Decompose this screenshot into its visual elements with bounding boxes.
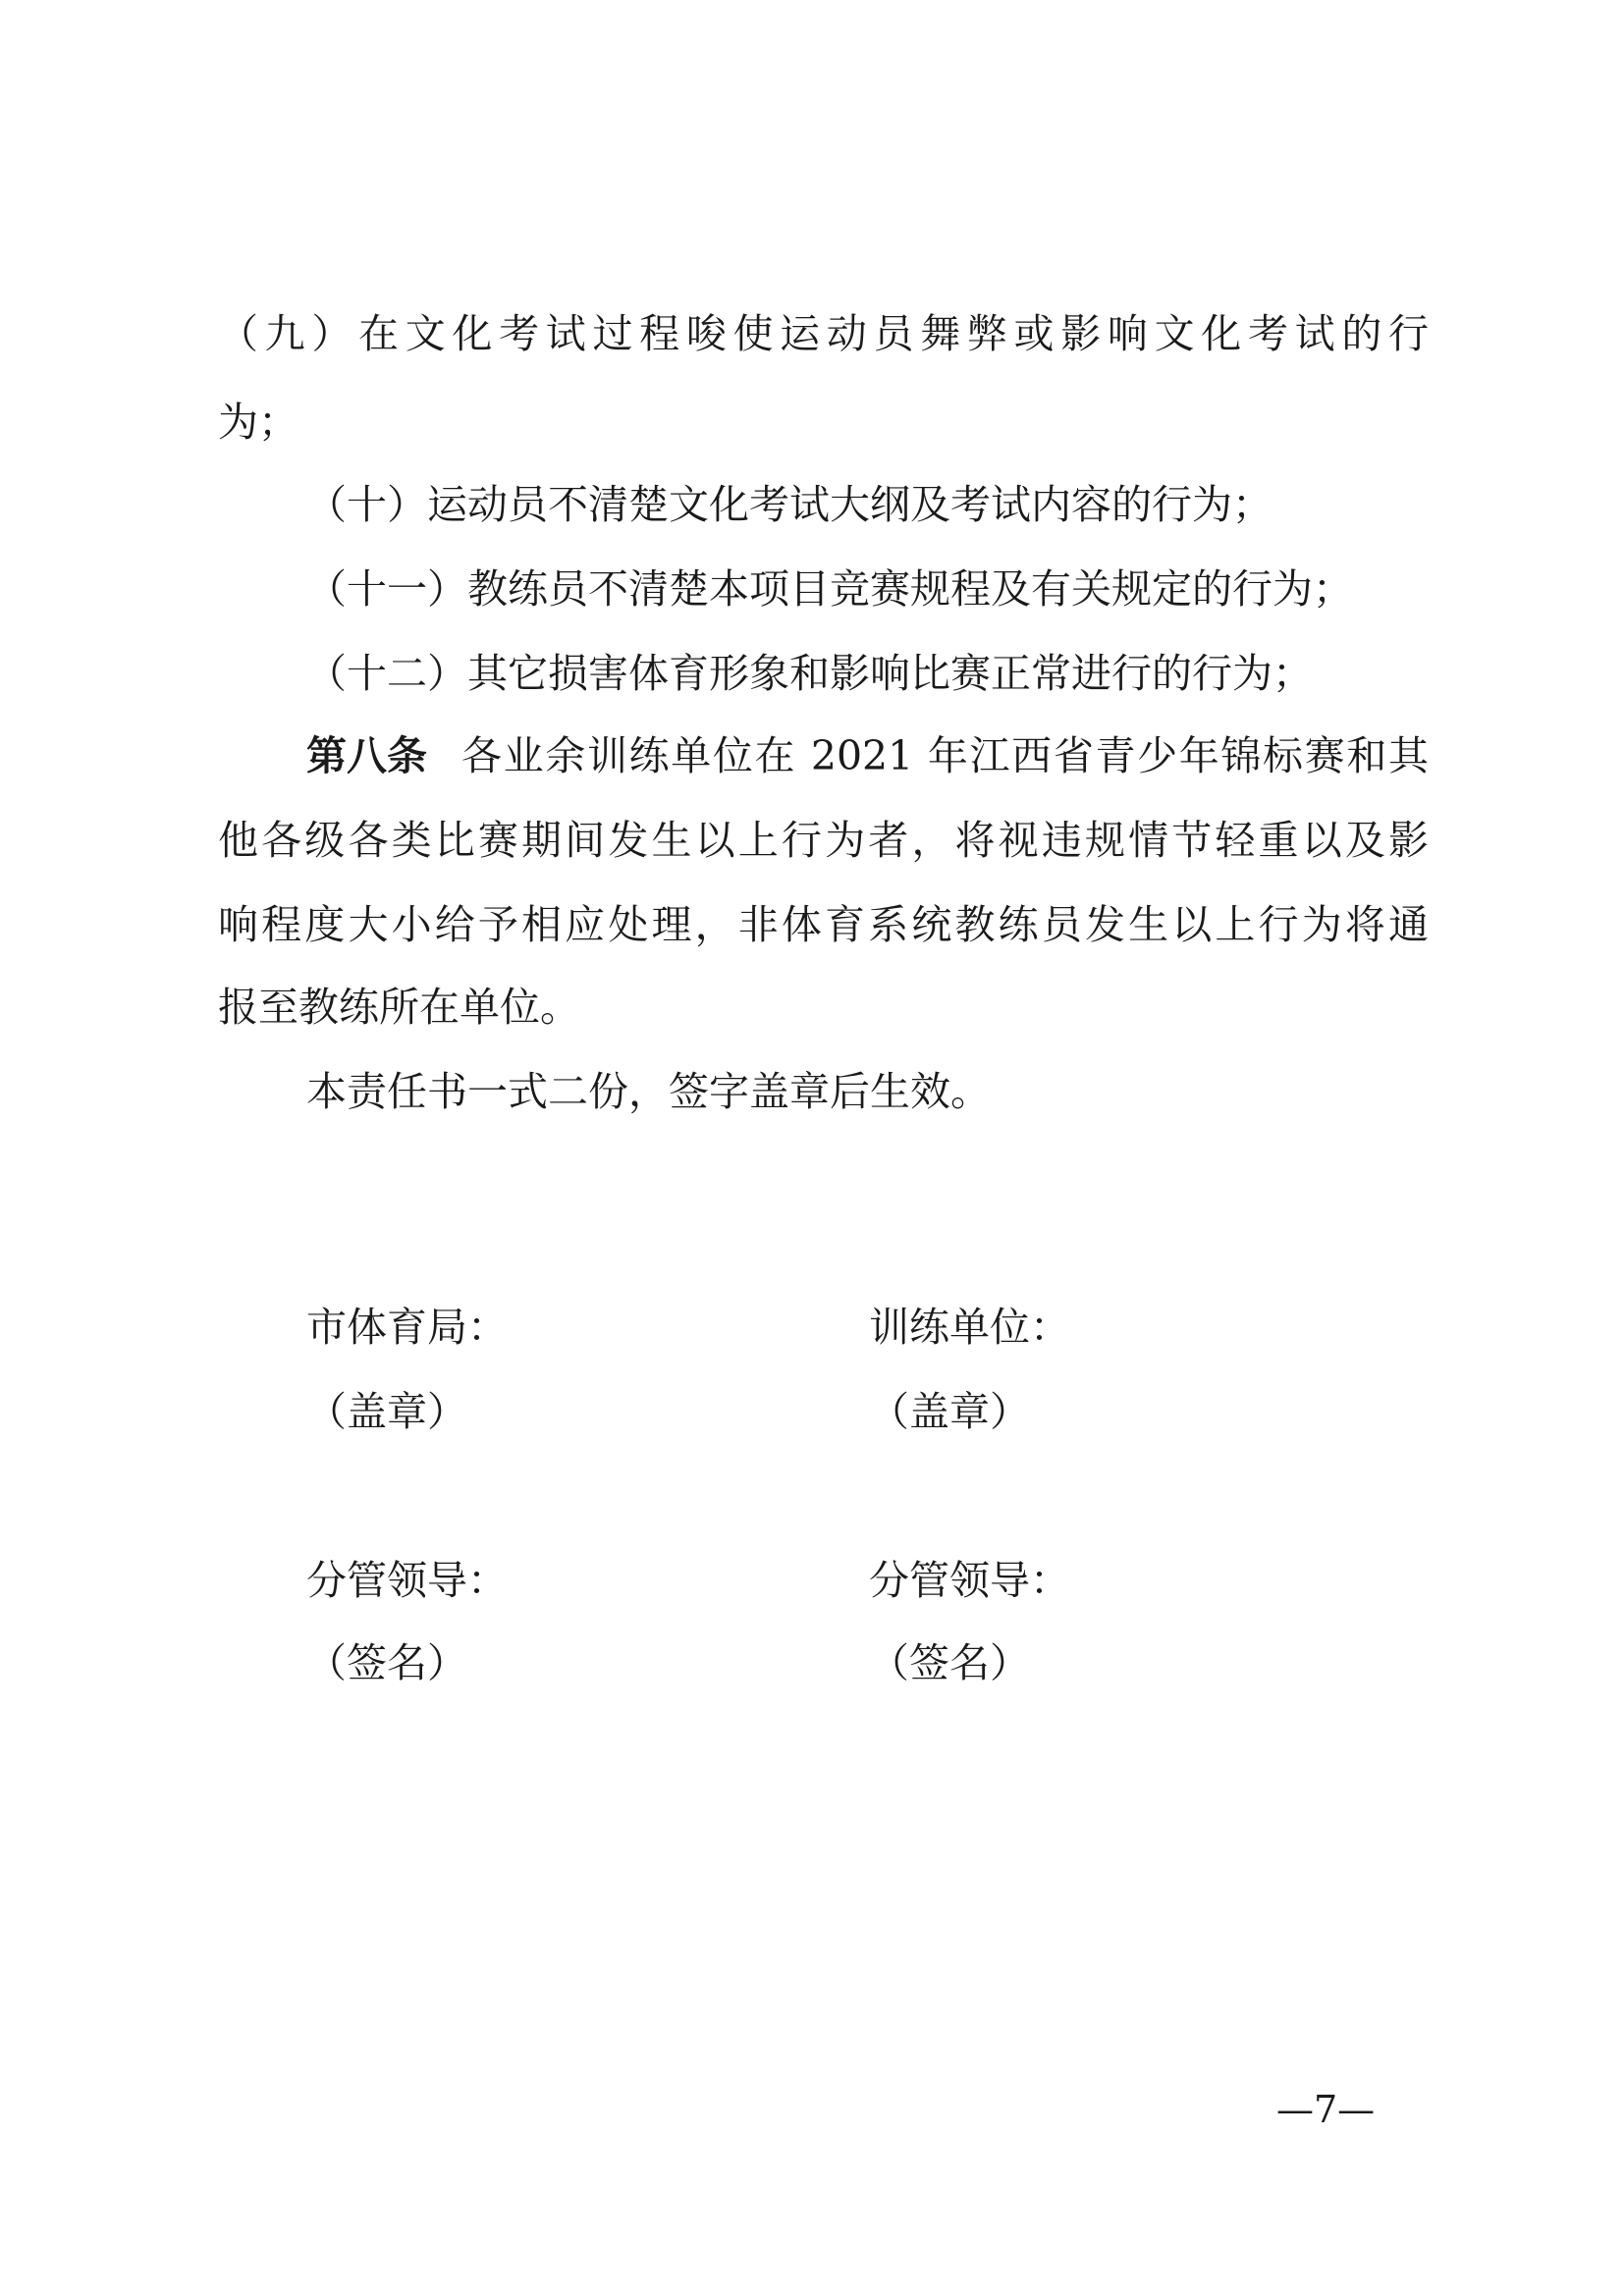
page-number: —7—: [1276, 2088, 1376, 2131]
left-org-label: 市体育局：: [306, 1304, 508, 1351]
item-9-line-1: （九）在文化考试过程唆使运动员舞弊或影响文化考试的行: [218, 310, 1429, 357]
item-10: （十）运动员不清楚文化考试大纲及考试内容的行为；: [306, 481, 1272, 528]
article-8-line-3: 响程度大小给予相应处理，非体育系统教练员发生以上行为将通: [218, 901, 1429, 948]
left-seal-label: （盖章）: [306, 1388, 467, 1435]
item-11: （十一）教练员不清楚本项目竞赛规程及有关规定的行为；: [306, 565, 1353, 613]
left-leader-label: 分管领导：: [306, 1557, 508, 1604]
right-leader-label: 分管领导：: [869, 1557, 1070, 1604]
right-sign-label: （签名）: [869, 1639, 1030, 1686]
article-8-title: 第八条: [306, 732, 427, 779]
item-12: （十二）其它损害体育形象和影响比赛正常进行的行为；: [306, 650, 1313, 697]
article-8-line-1: 各业余训练单位在 2021 年江西省青少年锦标赛和其: [461, 732, 1429, 779]
right-org-label: 训练单位：: [869, 1304, 1070, 1351]
effective-note: 本责任书一式二份，签字盖章后生效。: [306, 1068, 991, 1115]
right-seal-label: （盖章）: [869, 1388, 1030, 1435]
article-8-line-4: 报至教练所在单位。: [218, 984, 580, 1031]
item-9-line-2: 为；: [218, 399, 298, 446]
article-8-line-2: 他各级各类比赛期间发生以上行为者，将视违规情节轻重以及影: [218, 817, 1429, 864]
left-sign-label: （签名）: [306, 1639, 467, 1686]
